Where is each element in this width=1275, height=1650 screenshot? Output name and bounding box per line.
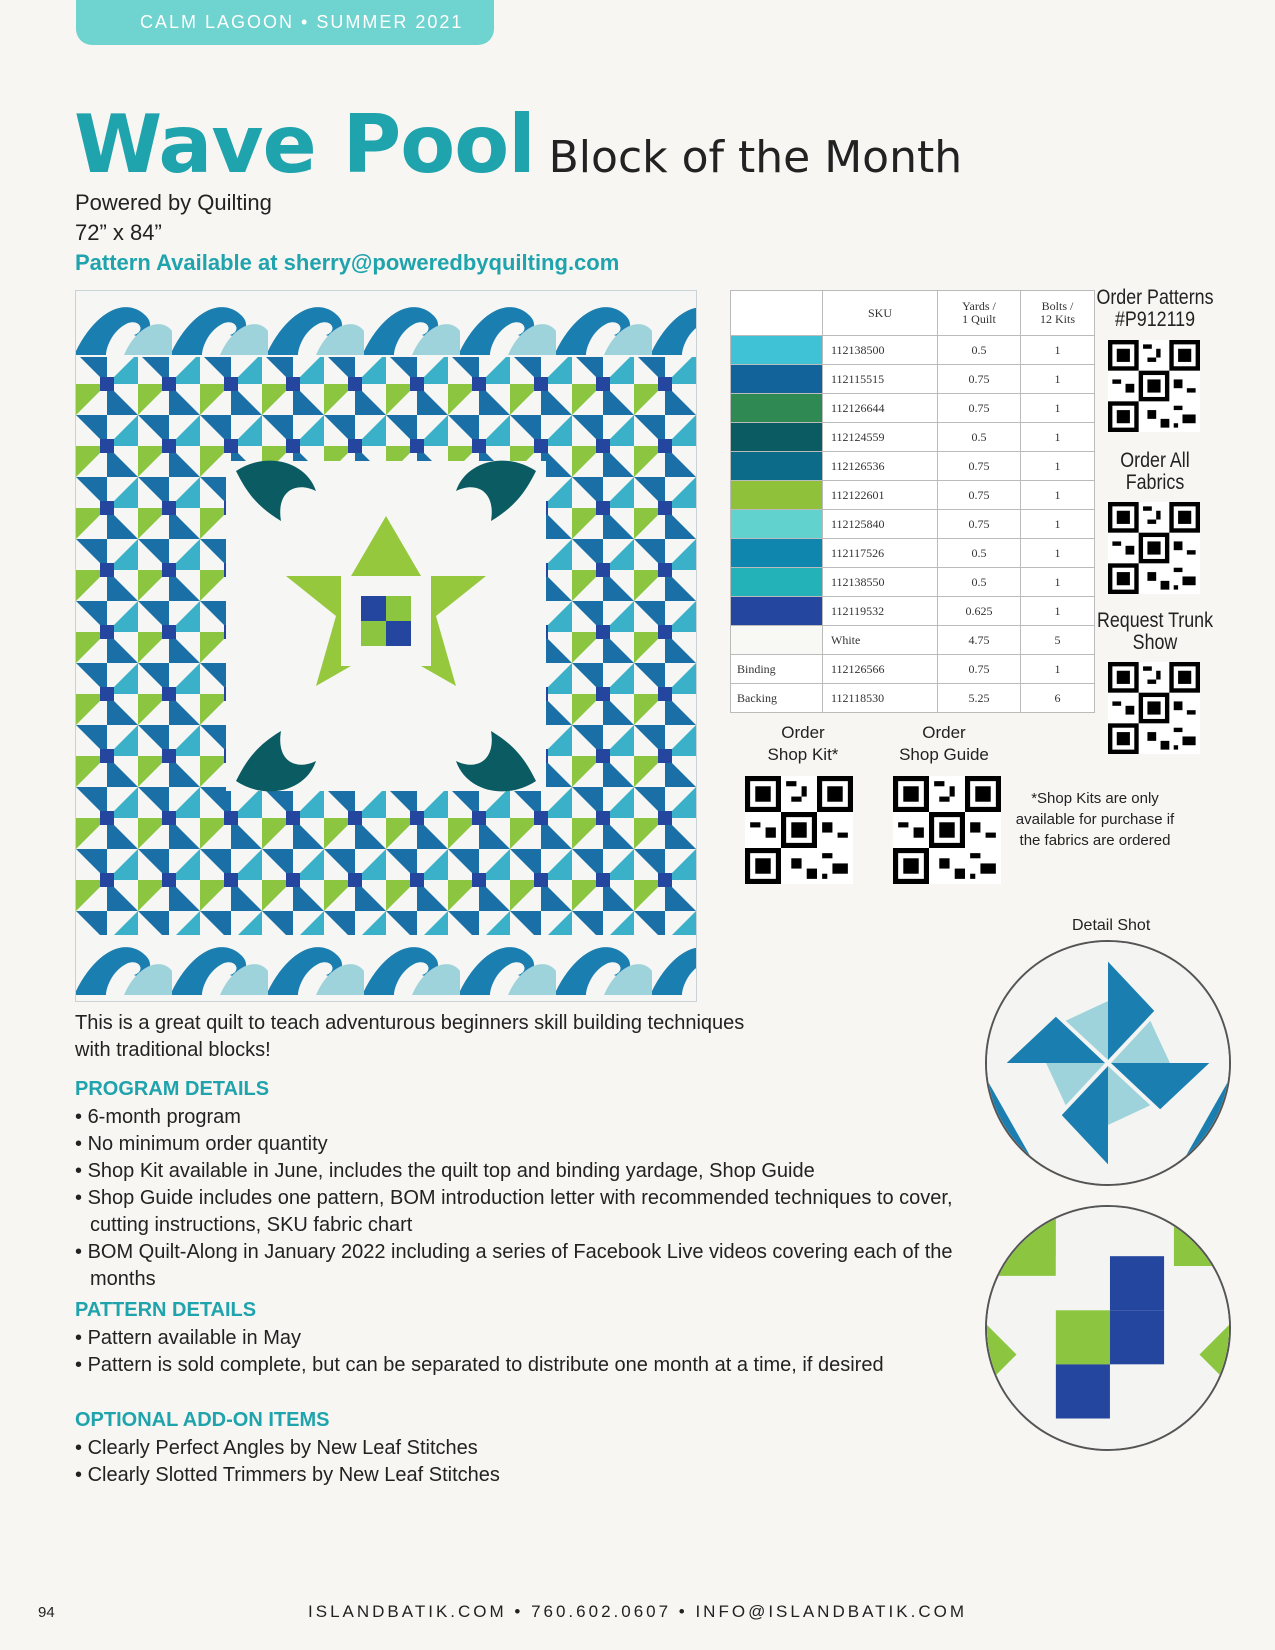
list-item: • BOM Quilt-Along in January 2022 including a series of Facebook Live videos covering each of the months [75, 1239, 995, 1293]
fabric-sku: 112126566 [823, 655, 938, 684]
fabric-table [730, 290, 1095, 713]
fabric-sku: 112119532 [823, 597, 938, 626]
fabric-sku: 112122601 [823, 481, 938, 510]
table-row [731, 597, 1095, 626]
footer-contact: ISLANDBATIK.COM • 760.602.0607 • INFO@ISLANDBATIK.COM [308, 1602, 967, 1621]
fabric-sku: 112117526 [823, 539, 938, 568]
list-item: • Pattern is sold complete, but can be separated to distribute one month at a time, if desired [75, 1352, 995, 1379]
shop-kit-note: *Shop Kits are only available for purchase if the fabrics are ordered [1015, 790, 1175, 849]
fabric-swatch [731, 510, 823, 539]
table-row [731, 365, 1095, 394]
table-row [731, 481, 1095, 510]
fabric-yards: 0.5 [938, 568, 1021, 597]
list-item: • Pattern available in May [75, 1325, 995, 1352]
fabric-yards: 0.75 [938, 655, 1021, 684]
fabric-bolts: 1 [1021, 452, 1095, 481]
list-item: • Clearly Perfect Angles by New Leaf Stitches [75, 1435, 995, 1462]
fabric-sku: 112138500 [823, 336, 938, 365]
shop-kit-qr-icon[interactable] [745, 776, 853, 884]
fabric-bolts: 5 [1021, 626, 1095, 655]
fabric-bolts: 1 [1021, 539, 1095, 568]
fabric-sku: 112115515 [823, 365, 938, 394]
table-row [731, 423, 1095, 452]
quilt-image [75, 290, 697, 1002]
detail-shot-label: Detail Shot [1072, 917, 1151, 934]
fabric-swatch [731, 365, 823, 394]
header-sku: SKU [823, 291, 938, 336]
program-heading: PROGRAM DETAILS [75, 1078, 270, 1100]
header-swatch [731, 291, 823, 336]
shop-guide-label: Order Shop Guide [899, 723, 989, 764]
header-bolts: Bolts / 12 Kits [1021, 291, 1095, 336]
fabric-sku: 112125840 [823, 510, 938, 539]
fabric-bolts: 1 [1021, 365, 1095, 394]
fabric-bolts: 1 [1021, 336, 1095, 365]
fabric-bolts: 1 [1021, 510, 1095, 539]
table-row [731, 655, 1095, 684]
fabric-bolts: 1 [1021, 423, 1095, 452]
fabric-bolts: 1 [1021, 597, 1095, 626]
intro-text: This is a great quilt to teach adventurous beginners skill building techniques with traditional blocks! [75, 1012, 745, 1061]
fabric-yards: 0.75 [938, 365, 1021, 394]
list-item: • Shop Kit available in June, includes the quilt top and binding yardage, Shop Guide [75, 1158, 995, 1185]
fabric-yards: 0.75 [938, 394, 1021, 423]
fabric-swatch: Backing [731, 684, 823, 713]
order-fabrics-qr-icon[interactable] [1108, 502, 1200, 594]
section-tab [76, 0, 494, 45]
page-title [74, 98, 962, 191]
fabric-yards: 0.5 [938, 336, 1021, 365]
fabric-swatch: Binding [731, 655, 823, 684]
header-yards: Yards / 1 Quilt [938, 291, 1021, 336]
fabric-sku: 112138550 [823, 568, 938, 597]
trunk-show-label: Request Trunk Show [1096, 609, 1214, 654]
fabric-swatch [731, 423, 823, 452]
page-number: 94 [38, 1604, 55, 1621]
table-row [731, 684, 1095, 713]
fabric-yards: 4.75 [938, 626, 1021, 655]
fabric-yards: 0.75 [938, 452, 1021, 481]
fabric-yards: 0.625 [938, 597, 1021, 626]
fabric-yards: 0.75 [938, 481, 1021, 510]
fabric-sku: White [823, 626, 938, 655]
order-fabrics-label: Order All Fabrics [1120, 449, 1190, 494]
fabric-swatch [731, 539, 823, 568]
list-item: • Shop Guide includes one pattern, BOM introduction letter with recommended techniques to cover, cutting instructions, SKU fabric chart [75, 1185, 995, 1239]
detail-shot-image-2 [985, 1205, 1231, 1451]
fabric-swatch [731, 597, 823, 626]
fabric-bolts: 1 [1021, 394, 1095, 423]
table-row [731, 626, 1095, 655]
pattern-contact[interactable]: Pattern Available at sherry@poweredbyquilting.com [75, 250, 620, 275]
fabric-swatch [731, 481, 823, 510]
fabric-yards: 5.25 [938, 684, 1021, 713]
order-patterns-label: Order Patterns #P912119 [1096, 286, 1214, 331]
designer: Powered by Quilting [75, 190, 272, 215]
quilt-size: 72” x 84” [75, 220, 162, 245]
fabric-yards: 0.5 [938, 423, 1021, 452]
pattern-heading: PATTERN DETAILS [75, 1299, 257, 1321]
order-patterns-qr-icon[interactable] [1108, 340, 1200, 432]
fabric-sku: 112126644 [823, 394, 938, 423]
fabric-swatch [731, 568, 823, 597]
list-item: • 6-month program [75, 1104, 995, 1131]
table-row [731, 452, 1095, 481]
detail-shot-image-1 [985, 940, 1231, 1186]
table-row [731, 568, 1095, 597]
fabric-yards: 0.5 [938, 539, 1021, 568]
list-item: • Clearly Slotted Trimmers by New Leaf Stitches [75, 1462, 995, 1489]
fabric-bolts: 1 [1021, 481, 1095, 510]
trunk-show-qr-icon[interactable] [1108, 662, 1200, 754]
fabric-bolts: 1 [1021, 655, 1095, 684]
table-row [731, 510, 1095, 539]
fabric-sku: 112118530 [823, 684, 938, 713]
table-row [731, 336, 1095, 365]
shop-kit-label: Order Shop Kit* [767, 723, 839, 764]
fabric-swatch [731, 626, 823, 655]
fabric-swatch [731, 336, 823, 365]
fabric-swatch [731, 452, 823, 481]
shop-guide-qr-icon[interactable] [893, 776, 1001, 884]
title-main: Wave Pool [74, 98, 535, 191]
fabric-swatch [731, 394, 823, 423]
fabric-yards: 0.75 [938, 510, 1021, 539]
fabric-bolts: 6 [1021, 684, 1095, 713]
addons-list [75, 1435, 995, 1489]
program-list [75, 1104, 995, 1293]
fabric-sku: 112126536 [823, 452, 938, 481]
fabric-bolts: 1 [1021, 568, 1095, 597]
tab-text: CALM LAGOON • SUMMER 2021 [140, 12, 464, 32]
addons-heading: OPTIONAL ADD-ON ITEMS [75, 1409, 330, 1431]
pattern-list [75, 1325, 995, 1379]
fabric-sku: 112124559 [823, 423, 938, 452]
list-item: • No minimum order quantity [75, 1131, 995, 1158]
table-row [731, 394, 1095, 423]
title-sub: Block of the Month [548, 132, 963, 183]
table-header-row [731, 291, 1095, 336]
table-row [731, 539, 1095, 568]
